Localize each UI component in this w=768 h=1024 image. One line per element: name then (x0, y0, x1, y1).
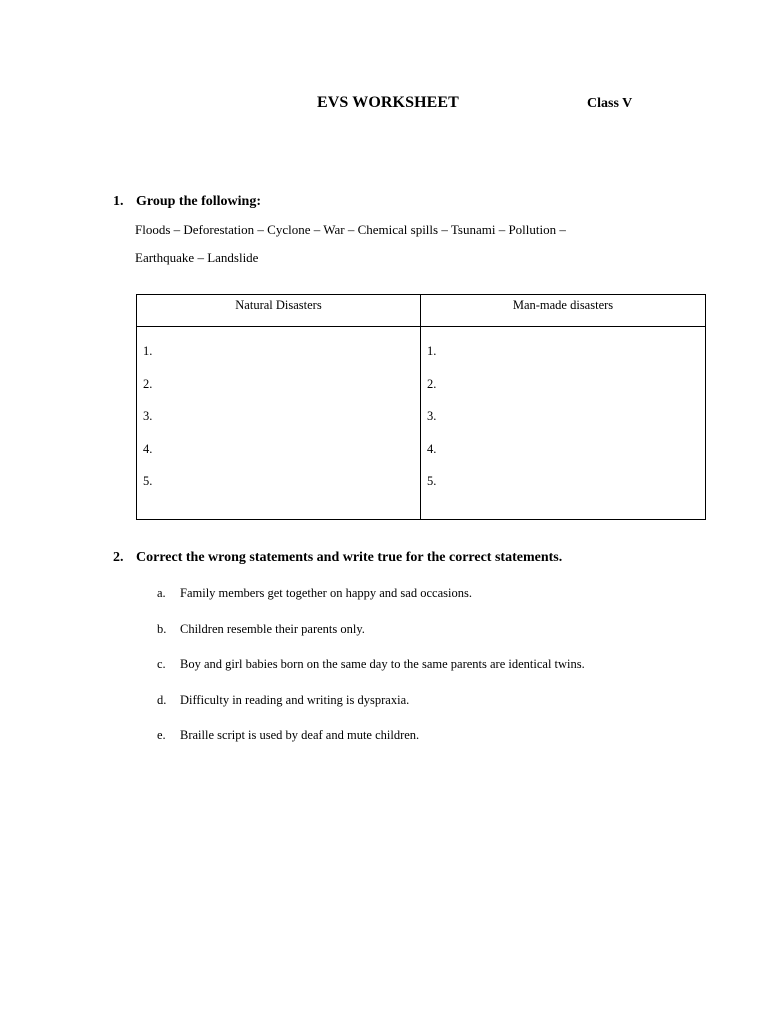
question-1-prompt: Group the following: (136, 194, 261, 209)
statement-item (157, 620, 585, 656)
blank-line-number: 4. (143, 441, 153, 456)
question-1-items-line-1: Floods – Deforestation – Cyclone – War – Chemical spills – Tsunami – Pollution – (135, 222, 566, 237)
man-made-disasters-cell[interactable] (421, 327, 706, 520)
question-2-number: 2. (113, 550, 124, 565)
statement-item (157, 655, 585, 691)
blank-line-number: 3. (427, 409, 437, 423)
statement-letter: b. (157, 621, 167, 636)
statement-letter: d. (157, 692, 167, 707)
statement-text: Difficulty in reading and writing is dyspraxia. (180, 692, 410, 707)
column-header-natural: Natural Disasters (137, 295, 421, 327)
blank-line-number: 2. (143, 376, 153, 391)
statement-letter: e. (157, 728, 166, 742)
natural-disasters-cell[interactable] (137, 327, 421, 520)
statement-text: Family members get together on happy and sad occasions. (180, 586, 472, 600)
statement-letter: a. (157, 586, 166, 600)
statement-letter: c. (157, 657, 166, 671)
worksheet-title: EVS WORKSHEET (317, 94, 459, 111)
column-header-man-made: Man-made disasters (421, 295, 706, 327)
question-1-items-line-2: Earthquake – Landslide (135, 250, 259, 265)
statement-item (157, 726, 585, 762)
blank-line-number: 5. (143, 474, 153, 488)
blank-line-number: 4. (427, 441, 437, 456)
disaster-grouping-table (136, 294, 706, 520)
blank-line-number: 2. (427, 376, 437, 391)
question-2-prompt: Correct the wrong statements and write true for the correct statements. (136, 550, 563, 565)
blank-line-number: 3. (143, 409, 153, 423)
blank-line-number: 1. (143, 344, 153, 358)
statement-item (157, 584, 585, 620)
class-label: Class V (587, 96, 633, 111)
statement-list (157, 584, 585, 762)
statement-item (157, 691, 585, 727)
question-1-number: 1. (113, 194, 124, 209)
statement-text: Children resemble their parents only. (180, 621, 365, 636)
statement-text: Boy and girl babies born on the same day to the same parents are identical twins. (180, 657, 585, 671)
blank-line-number: 1. (427, 344, 437, 358)
statement-text: Braille script is used by deaf and mute children. (180, 728, 420, 742)
blank-line-number: 5. (427, 474, 437, 488)
